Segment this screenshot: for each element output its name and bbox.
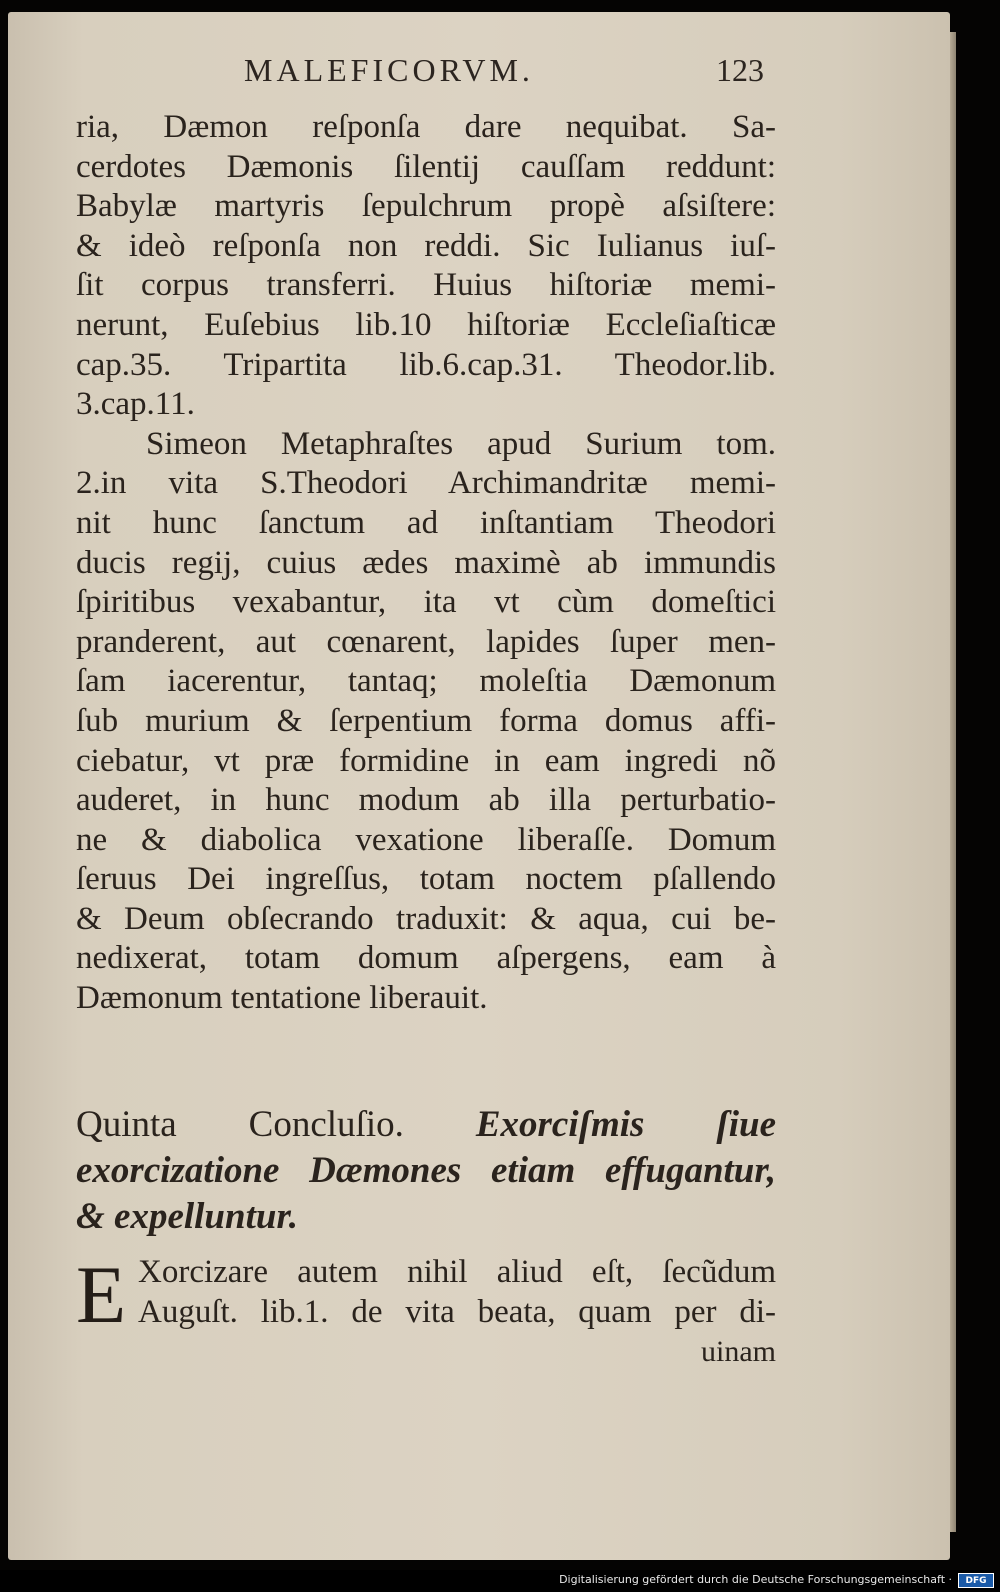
text-line: ria, Dæmon reſponſa dare nequibat. Sa- (76, 109, 776, 145)
text-line: Auguſt. lib.1. de vita beata, quam per di- (138, 1294, 776, 1330)
main-text (76, 108, 776, 1019)
text-line: & ideò reſponſa non reddi. Sic Iulianus iuſ- (76, 227, 776, 264)
digitization-credit: Digitalisierung gefördert durch die Deutsche Forschungsgemeinschaft · (559, 1573, 952, 1586)
text-line: Babylæ martyris ſepulchrum propè aſsiſtere: (76, 188, 776, 225)
text-line: 3.cap.11. (76, 386, 195, 423)
text-line: auderet, in hunc modum ab illa perturbatio- (76, 782, 776, 819)
text-line: nedixerat, totam domum aſpergens, eam à (76, 940, 776, 977)
running-head: MALEFICORVM. (244, 52, 534, 88)
text-line: pranderent, aut cœnarent, lapides ſuper men- (76, 623, 776, 660)
text-line: cerdotes Dæmonis ſilentij cauſſam reddunt: (76, 148, 776, 185)
text-line: Simeon Metaphraſtes apud Surium tom. (146, 425, 776, 462)
text-line: ſub murium & ſerpentium forma domus affi- (76, 702, 776, 739)
text-line: ſam iacerentur, tantaq; moleſtia Dæmonum (76, 663, 776, 700)
paragraph-3 (76, 1249, 776, 1372)
paragraph-1 (76, 108, 776, 425)
text-line: ne & diabolica vexatione liberaſſe. Domum (76, 821, 776, 858)
conclusion-heading (76, 1102, 776, 1240)
footer-bar (0, 1570, 1000, 1592)
conclusion-line-1: Exorciſmis ſiue (475, 1104, 776, 1145)
paragraph-2 (76, 425, 776, 1019)
text-line: nerunt, Euſebius lib.10 hiſtoriæ Eccleſiaſticæ (76, 306, 776, 343)
conclusion-line-2: exorcizatione Dæmones etiam effugantur, (76, 1150, 776, 1191)
text-line: 2.in vita S.Theodori Archimandritæ memi- (76, 465, 776, 502)
book-page (8, 12, 950, 1560)
dfg-logo: DFG (958, 1573, 994, 1588)
text-line: cap.35. Tripartita lib.6.cap.31. Theodor.lib. (76, 346, 776, 383)
text-line: ſpiritibus vexabantur, ita vt cùm domeſtici (76, 584, 776, 621)
catchword: uinam (701, 1335, 776, 1368)
page-number: 123 (716, 52, 764, 88)
text-line: ducis regij, cuius ædes maximè ab immundis (76, 544, 776, 581)
text-line: & Deum obſecrando traduxit: & aqua, cui be- (76, 900, 776, 937)
text-line: Dæmonum tentatione liberauit. (76, 980, 488, 1017)
text-line: nit hunc ſanctum ad inſtantiam Theodori (76, 504, 776, 541)
conclusion-line-3: & expelluntur. (76, 1196, 299, 1237)
drop-cap: E (76, 1249, 127, 1340)
text-line: ſeruus Dei ingreſſus, totam noctem pſallendo (76, 861, 776, 898)
page-edge (950, 32, 956, 1532)
page-header (8, 52, 950, 96)
text-line: Xorcizare autem nihil aliud eſt, ſecũdum (138, 1254, 776, 1290)
conclusion-label: Quinta Concluſio. (76, 1104, 404, 1145)
text-line: ciebatur, vt præ formidine in eam ingredi nõ (76, 742, 776, 779)
text-line: ſit corpus transferri. Huius hiſtoriæ memi- (76, 267, 776, 304)
